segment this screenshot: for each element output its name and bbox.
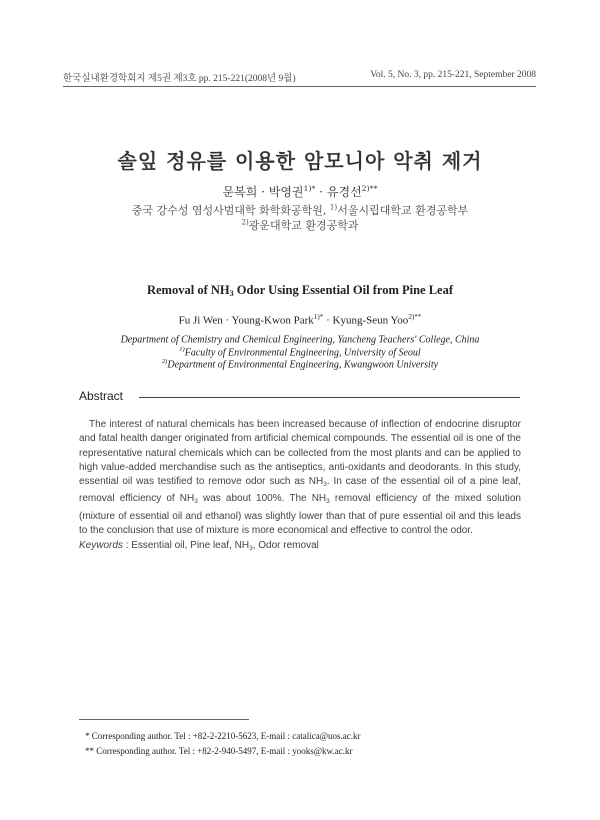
running-header-left: 한국실내환경학회지 제5권 제3호 pp. 215-221(2008년 9월) — [63, 74, 296, 84]
subscript: 3 — [249, 545, 253, 552]
keywords-line — [79, 540, 319, 552]
author-en-3-mark: 2)** — [408, 313, 422, 321]
author-separator: · — [323, 314, 333, 327]
keywords-text: Essential oil, Pine leaf, NH — [131, 540, 250, 551]
abstract-sentence: was about 100%. The NH — [197, 493, 327, 505]
author-separator: · — [257, 185, 269, 199]
affiliation-ko-1: 서울시립대학교 환경공학부 — [337, 204, 469, 217]
affiliation-mark: 2) — [161, 358, 168, 365]
author-separator: · — [315, 185, 327, 199]
keywords-separator: : — [122, 540, 132, 551]
affiliation-mark: 1) — [179, 346, 185, 353]
running-header-right: Vol. 5, No. 3, pp. 215-221, September 2008 — [370, 70, 536, 80]
korean-title: 솔잎 정유를 이용한 암모니아 악취 제거 — [117, 149, 483, 173]
korean-affiliation-line-2 — [0, 217, 600, 233]
author-en-2-mark: 1)* — [313, 313, 324, 321]
footnote-corresponding-author-1: * Corresponding author. Tel : +82-2-2210-5623, E-mail : catalica@uos.ac.kr — [85, 731, 361, 741]
author-ko-3-mark: 2)** — [361, 184, 378, 193]
affiliation-ko-2-mark: 2) — [241, 217, 249, 227]
author-en-2: Young-Kwon Park — [231, 314, 314, 327]
english-title-part-2: Odor Using Essential Oil from Pine Leaf — [233, 283, 454, 297]
abstract-sentence: The interest of natural chemicals has been increased because of inflection of endocrine disruptor and fatal health danger originated from artificial chemical compounds. The essential oil is one of the representative natural chemicals which can be collected from the most plants and can be applied to high value-added merchandise such as the antiseptics, anti-oxidants and deodorants. In this study, essential oil was testified to remove odor such as NH — [79, 419, 521, 488]
abstract-text — [79, 418, 521, 538]
affiliation-ko-2: 광운대학교 환경공학과 — [248, 219, 359, 232]
author-en-3: Kyung-Seun Yoo — [332, 314, 409, 327]
abstract-heading: Abstract — [79, 389, 124, 403]
author-ko-1: 문복희 — [222, 185, 258, 199]
footnote-divider — [79, 719, 249, 720]
abstract-divider — [139, 397, 520, 398]
subscript: 3 — [194, 498, 198, 506]
english-affiliation — [0, 346, 600, 358]
header-divider — [63, 86, 536, 87]
english-affiliation — [0, 333, 600, 345]
korean-affiliation-line-1 — [0, 202, 600, 218]
affiliation-text: Department of Chemistry and Chemical Engineering, Yancheng Teachers' College, China — [120, 334, 480, 346]
abstract-sentence: removal efficiency of the mixed solution (mixture of essential oil and ethanol) was slightly lower than that of pure essential oil and this leads to the conclusion that use of mixture is more economical and effective to control the odor. — [79, 493, 521, 537]
subscript: 3 — [326, 498, 330, 506]
affiliation-ko-1-mark: 1) — [329, 202, 338, 212]
author-en-1: Fu Ji Wen — [178, 314, 223, 327]
english-authors — [0, 313, 600, 327]
english-title — [0, 283, 600, 298]
author-ko-2: 박영권 — [268, 185, 304, 199]
english-title-part-1: Removal of NH — [146, 283, 230, 297]
keywords-label: Keywords — [79, 540, 123, 551]
korean-authors — [0, 183, 600, 200]
keywords-text: , Odor removal — [252, 540, 319, 551]
subscript: 3 — [323, 481, 327, 489]
affiliation-text: Department of Environmental Engineering, Kwangwoon University — [167, 359, 439, 371]
english-affiliation — [0, 358, 600, 370]
author-ko-2-mark: 1)* — [303, 184, 316, 193]
affiliation-text: Faculty of Environmental Engineering, University of Seoul — [184, 347, 421, 359]
footnote-corresponding-author-2: ** Corresponding author. Tel : +82-2-940-5497, E-mail : yooks@kw.ac.kr — [85, 746, 353, 756]
author-separator: · — [222, 314, 232, 327]
english-title-subscript: 3 — [229, 289, 234, 298]
abstract-sentence: . In case of the essential oil of a pine leaf, removal efficiency of NH — [79, 476, 521, 505]
author-ko-3: 유경선 — [326, 185, 362, 199]
affiliation-ko-0: 중국 강수성 염성사범대학 화학화공학원, — [131, 204, 327, 217]
